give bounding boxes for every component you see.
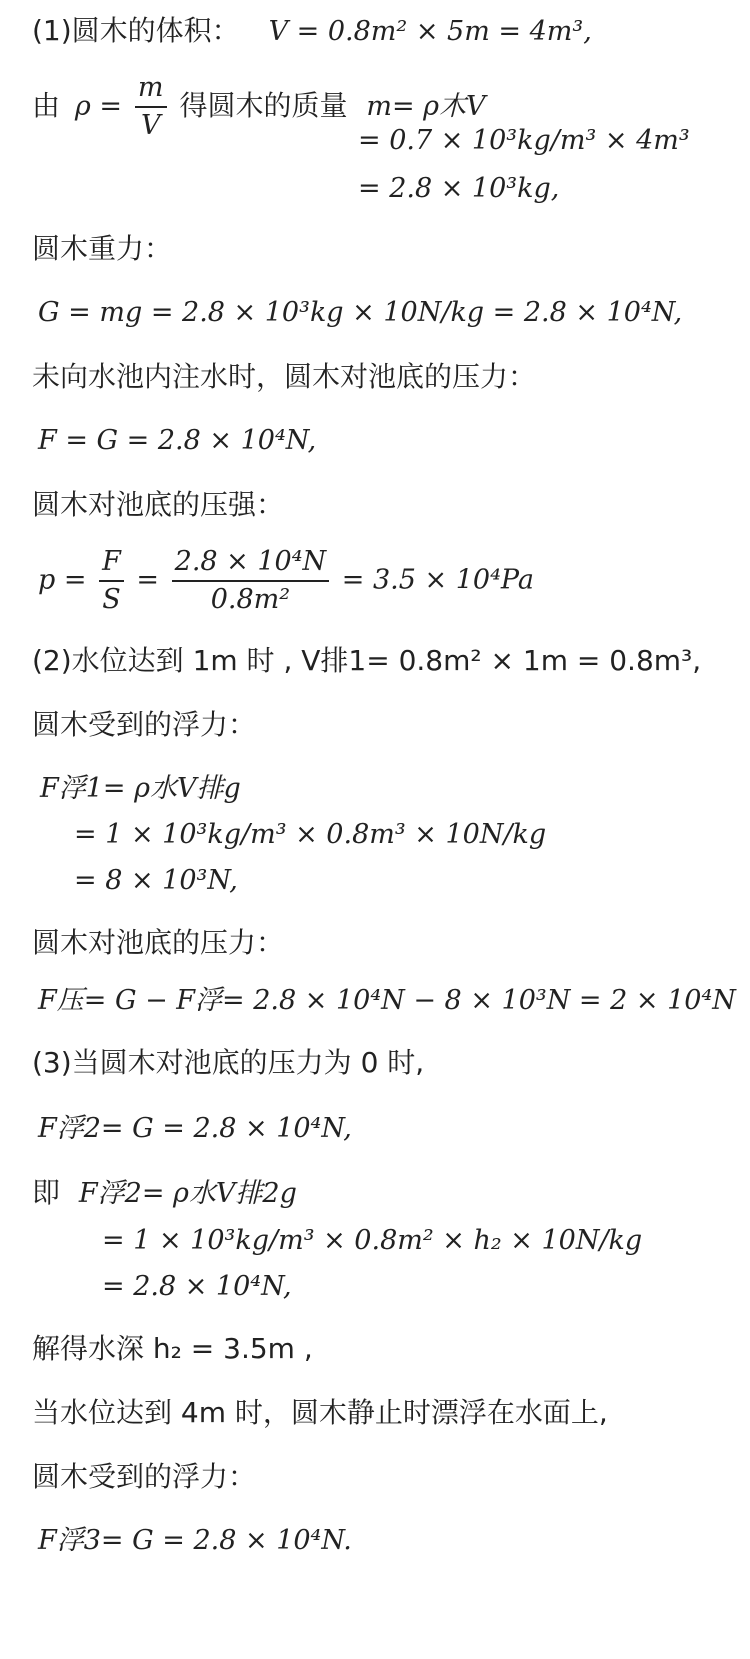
buoyancy-line-2: = 1 × 10³kg/m³ × 0.8m³ × 10N/kg — [74, 819, 547, 850]
mass-text: 得圆木的质量 — [179, 89, 348, 122]
ji-line-2: = 1 × 10³kg/m³ × 0.8m² × h₂ × 10N/kg — [102, 1225, 643, 1256]
pressure-label: 圆木对池底的压强： — [32, 488, 285, 521]
force-area-fraction — [99, 544, 124, 618]
ji-equation: F浮2= ρ水V排2g — [78, 1178, 297, 1209]
force-numerator: F — [102, 546, 121, 577]
density-symbol: ρ = — [74, 91, 123, 122]
value-fraction — [172, 544, 330, 618]
part2-heading: (2)水位达到 1m 时 , V排1= 0.8m² × 1m = 0.8m³, — [32, 644, 702, 677]
part1-heading: (1)圆木的体积： — [32, 14, 240, 47]
buoyancy-line-1: F浮1= ρ水V排g — [40, 773, 241, 804]
part3-buoyancy-label: 圆木受到的浮力： — [32, 1460, 257, 1493]
part3-heading: (3)当圆木对池底的压力为 0 时, — [32, 1046, 425, 1079]
pressure-force-equation: F = G = 2.8 × 10⁴N, — [38, 425, 317, 456]
mass-line-3: = 2.8 × 10³kg, — [358, 173, 560, 204]
pressure-force-label: 未向水池内注水时，圆木对池底的压力： — [32, 360, 537, 393]
you-text: 由 — [32, 89, 61, 122]
floating-line: 当水位达到 4m 时，圆木静止时漂浮在水面上, — [32, 1396, 608, 1429]
volume-line — [32, 14, 592, 49]
area-denominator: S — [99, 580, 124, 618]
gravity-label: 圆木重力： — [32, 232, 173, 265]
water-depth-line: 解得水深 h₂ = 3.5m , — [32, 1332, 313, 1365]
volume-equation: V = 0.8m² × 5m = 4m³, — [268, 16, 592, 47]
density-fraction — [135, 70, 167, 144]
pressure-equation — [38, 544, 534, 618]
pressure-result: = 3.5 × 10⁴Pa — [341, 564, 534, 596]
buoyancy-label: 圆木受到的浮力： — [32, 708, 257, 741]
part2-pressure-equation: F压= G − F浮= 2.8 × 10⁴N − 8 × 10³N = 2 × 10⁴N — [38, 985, 736, 1016]
buoyancy2-equation: F浮2= G = 2.8 × 10⁴N, — [38, 1113, 352, 1144]
ji-line-3: = 2.8 × 10⁴N, — [102, 1271, 292, 1302]
gravity-equation: G = mg = 2.8 × 10³kg × 10N/kg = 2.8 × 10⁴N, — [38, 297, 683, 328]
ji-text: 即 — [32, 1176, 61, 1209]
value-denominator: 0.8m² — [172, 580, 330, 618]
buoyancy-line-3: = 8 × 10³N, — [74, 865, 238, 896]
density-numerator: m — [137, 72, 164, 103]
density-denominator: V — [135, 106, 167, 144]
equals-sign: = — [136, 564, 160, 596]
mass-line-2: = 0.7 × 10³kg/m³ × 4m³ — [358, 125, 690, 156]
ji-line — [32, 1176, 297, 1211]
mass-expression: m= ρ木V — [366, 91, 486, 122]
pressure-lhs: p = — [38, 564, 87, 596]
final-equation: F浮3= G = 2.8 × 10⁴N. — [38, 1525, 352, 1556]
value-numerator: 2.8 × 10⁴N — [174, 546, 327, 577]
part2-pressure-label: 圆木对池底的压力： — [32, 926, 285, 959]
